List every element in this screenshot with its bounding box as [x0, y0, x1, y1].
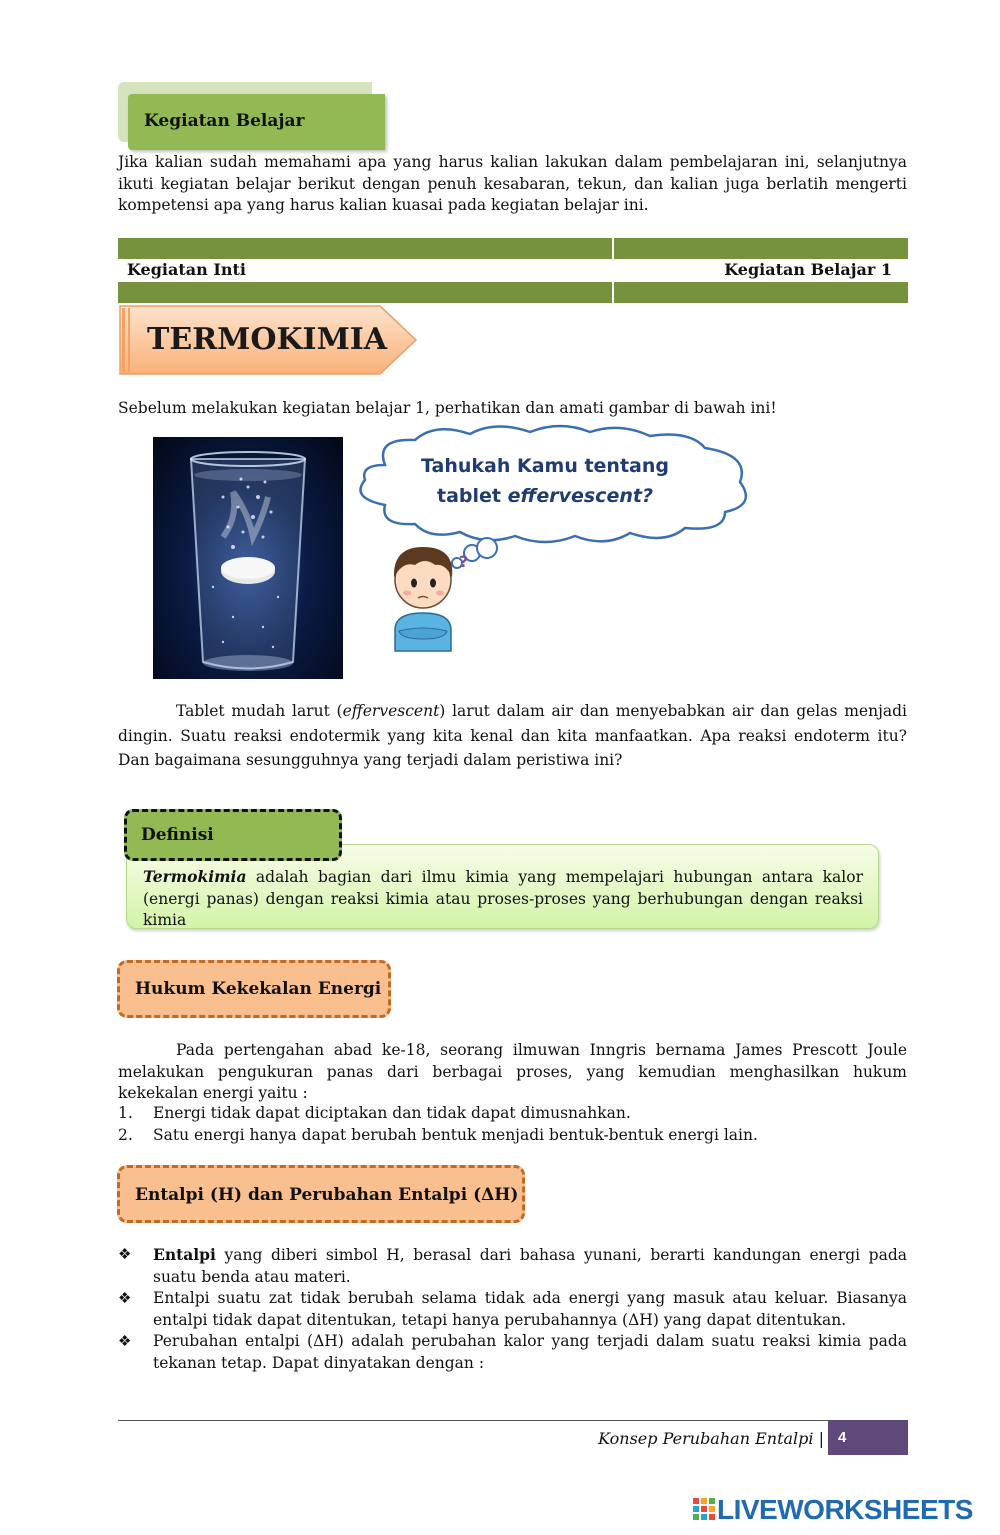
story-part-1: Tablet mudah larut (	[176, 702, 343, 720]
entalpi-bold-term: Entalpi	[153, 1245, 216, 1264]
logo-text: LIVEWORKSHEETS	[717, 1494, 973, 1525]
thinking-boy-illustration	[385, 535, 500, 653]
entalpi-bullets	[118, 1244, 907, 1374]
diamond-bullet-icon: ❖	[118, 1289, 132, 1307]
title-banner	[118, 304, 418, 376]
page-number: 4	[838, 1429, 847, 1446]
definition-tab	[124, 809, 342, 861]
bullet-item	[118, 1244, 907, 1288]
boy-icon	[385, 535, 500, 653]
band-top	[118, 238, 908, 259]
definition-label: Definisi	[141, 825, 214, 845]
band-divider	[612, 282, 614, 303]
thought-cloud	[345, 420, 765, 550]
list-number: 1.	[118, 1104, 133, 1122]
diamond-bullet-icon: ❖	[118, 1332, 132, 1350]
band-right-label: Kegiatan Belajar 1	[724, 260, 892, 279]
intro-paragraph: Jika kalian sudah memahami apa yang harus kalian lakukan dalam pembelajaran ini, selanjutnya ikuti kegiatan belajar berikut dengan penuh kesabaran, tekun, dan kalian juga berlatih mengerti kompetensi apa yang harus kalian kuasai pada kegiatan belajar ini.	[118, 153, 907, 214]
glass-illustration	[153, 437, 343, 679]
story-part-2: ) larut dalam air dan menyebabkan air dan gelas menjadi dingin. Suatu reaksi endotermik yang kita kenal dan kita manfaatkan. Apa reaksi endoterm itu? Dan bagaimana sesungguhnya yang terjadi dalam peristiwa ini?	[118, 702, 907, 769]
definition-term: Termokimia	[143, 867, 247, 886]
bullet-text: yang diberi simbol H, berasal dari bahasa yunani, berarti kandungan energi pada suatu benda atau materi.	[153, 1246, 907, 1286]
effervescent-glass-image	[153, 437, 343, 679]
footer-title: Konsep Perubahan Entalpi	[598, 1429, 814, 1448]
hukum-tab	[117, 960, 391, 1018]
logo-blocks-icon	[693, 1498, 715, 1522]
hukum-label: Hukum Kekekalan Energi	[135, 979, 382, 999]
definition-body: adalah bagian dari ilmu kimia yang mempelajari hubungan antara kalor (energi panas) dengan reaksi kimia atau proses-proses yang berhubungan dengan reaksi kimia	[143, 868, 863, 929]
story-paragraph	[118, 699, 907, 773]
bullet-item	[118, 1331, 907, 1374]
footer-title-wrap	[598, 1429, 824, 1448]
band-divider	[612, 238, 614, 259]
kegiatan-belajar-tab	[128, 94, 385, 150]
page-title: TERMOKIMIA	[147, 322, 388, 357]
bullet-text: Entalpi suatu zat tidak berubah selama tidak ada energi yang masuk atau keluar. Biasanya entalpi tidak dapat ditentukan, tetapi hanya perubahannya (ΔH) yang dapat ditentukan.	[153, 1289, 907, 1329]
story-italic-term: effervescent	[342, 702, 440, 720]
cloud-line-1: Tahukah Kamu tentang	[421, 455, 669, 477]
cloud-line-2	[345, 485, 745, 507]
svg-text:?: ?	[459, 552, 469, 571]
list-item	[118, 1103, 907, 1125]
liveworksheets-logo	[693, 1494, 973, 1526]
entalpi-label: Entalpi (H) dan Perubahan Entalpi (ΔH)	[135, 1185, 519, 1205]
list-item	[118, 1125, 907, 1147]
entalpi-tab	[117, 1165, 525, 1223]
hukum-paragraph: Pada pertengahan abad ke-18, seorang ilmuwan Inngris bernama James Prescott Joule melakukan pengukuran panas dari berbagai proses, yang kemudian menghasilkan hukum kekekalan energi yaitu :	[118, 1041, 907, 1102]
hukum-list	[118, 1103, 907, 1146]
footer-line	[118, 1420, 828, 1421]
bullet-item	[118, 1288, 907, 1331]
diamond-bullet-icon: ❖	[118, 1245, 132, 1263]
page-number-box	[828, 1420, 908, 1455]
band-left-label: Kegiatan Inti	[127, 260, 246, 279]
list-text: Energi tidak dapat diciptakan dan tidak dapat dimusnahkan.	[153, 1104, 631, 1122]
bullet-text: Perubahan entalpi (ΔH) adalah perubahan kalor yang terjadi dalam suatu reaksi kimia pada tekanan tetap. Dapat dinyatakan dengan :	[153, 1332, 907, 1372]
list-number: 2.	[118, 1125, 133, 1144]
cloud-line-2-prefix: tablet	[437, 485, 508, 507]
band-bottom	[118, 282, 908, 303]
cloud-line-2-italic: effervescent?	[507, 485, 653, 507]
definition-text	[143, 866, 863, 932]
list-text: Satu energi hanya dapat berubah bentuk menjadi bentuk-bentuk energi lain.	[153, 1125, 758, 1144]
observe-text: Sebelum melakukan kegiatan belajar 1, perhatikan dan amati gambar di bawah ini!	[118, 399, 777, 417]
footer-separator: |	[818, 1429, 824, 1448]
kegiatan-belajar-label: Kegiatan Belajar	[144, 111, 305, 131]
